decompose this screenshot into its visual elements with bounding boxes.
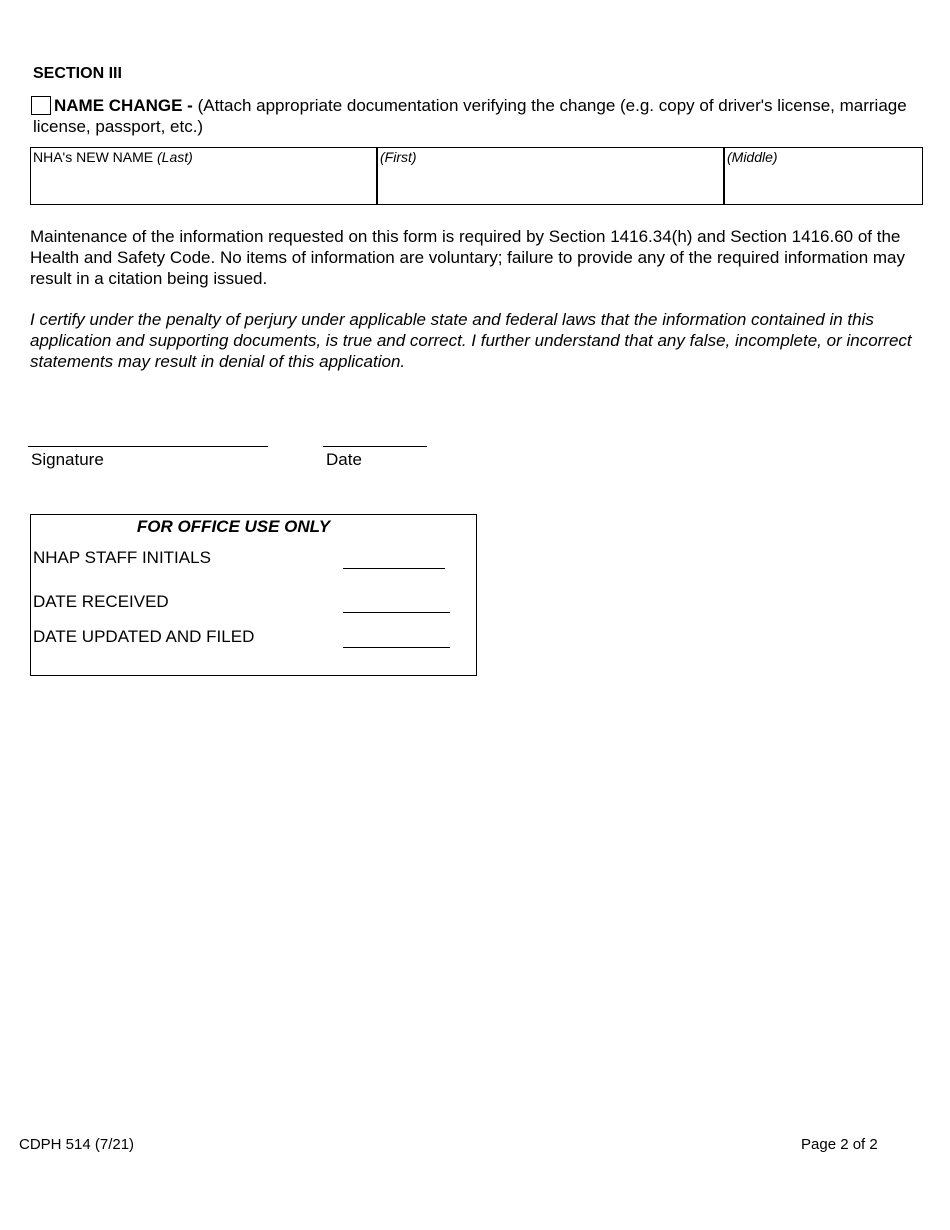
middle-name-label: (Middle) (727, 149, 778, 165)
first-name-label: (First) (380, 149, 417, 165)
name-change-text (33, 95, 923, 137)
middle-name-field[interactable] (723, 148, 922, 204)
staff-initials-label: NHAP STAFF INITIALS (33, 548, 211, 567)
date-label: Date (326, 450, 362, 469)
new-name-table (30, 147, 923, 205)
maintenance-notice: Maintenance of the information requested on this form is required by Section 1416.34(h) and Section 1416.60 of the Health and Safety Code. No items of information are voluntary; failure to provide any of the required information may result in a citation being issued. (30, 227, 906, 288)
name-change-label: NAME CHANGE - (54, 96, 193, 115)
office-use-box (30, 514, 477, 676)
office-use-title: FOR OFFICE USE ONLY (136, 517, 331, 536)
date-received-label: DATE RECEIVED (33, 592, 169, 611)
last-name-label: (Last) (157, 149, 193, 165)
signature-line[interactable] (28, 434, 268, 447)
page-number: Page 2 of 2 (801, 1136, 878, 1153)
date-updated-line[interactable] (343, 633, 450, 648)
date-received-line[interactable] (343, 598, 450, 613)
staff-initials-line[interactable] (343, 554, 445, 569)
section-title: SECTION III (33, 65, 122, 82)
name-change-instruction: (Attach appropriate documentation verifying the change (e.g. copy of driver's license, marriage license, passport, etc.) (33, 96, 907, 136)
signature-label: Signature (31, 450, 104, 469)
certification-statement: I certify under the penalty of perjury under applicable state and federal laws that the information contained in this application and supporting documents, is true and correct. I further understand that any false, incomplete, or incorrect statements may result in denial of this application. (30, 310, 912, 371)
last-name-prefix: NHA's NEW NAME (33, 149, 158, 165)
date-line[interactable] (323, 434, 427, 447)
first-name-field[interactable] (376, 148, 723, 204)
name-change-checkbox[interactable] (31, 96, 51, 115)
last-name-field[interactable] (31, 148, 376, 204)
date-updated-label: DATE UPDATED AND FILED (33, 627, 255, 646)
form-id: CDPH 514 (7/21) (19, 1136, 135, 1153)
